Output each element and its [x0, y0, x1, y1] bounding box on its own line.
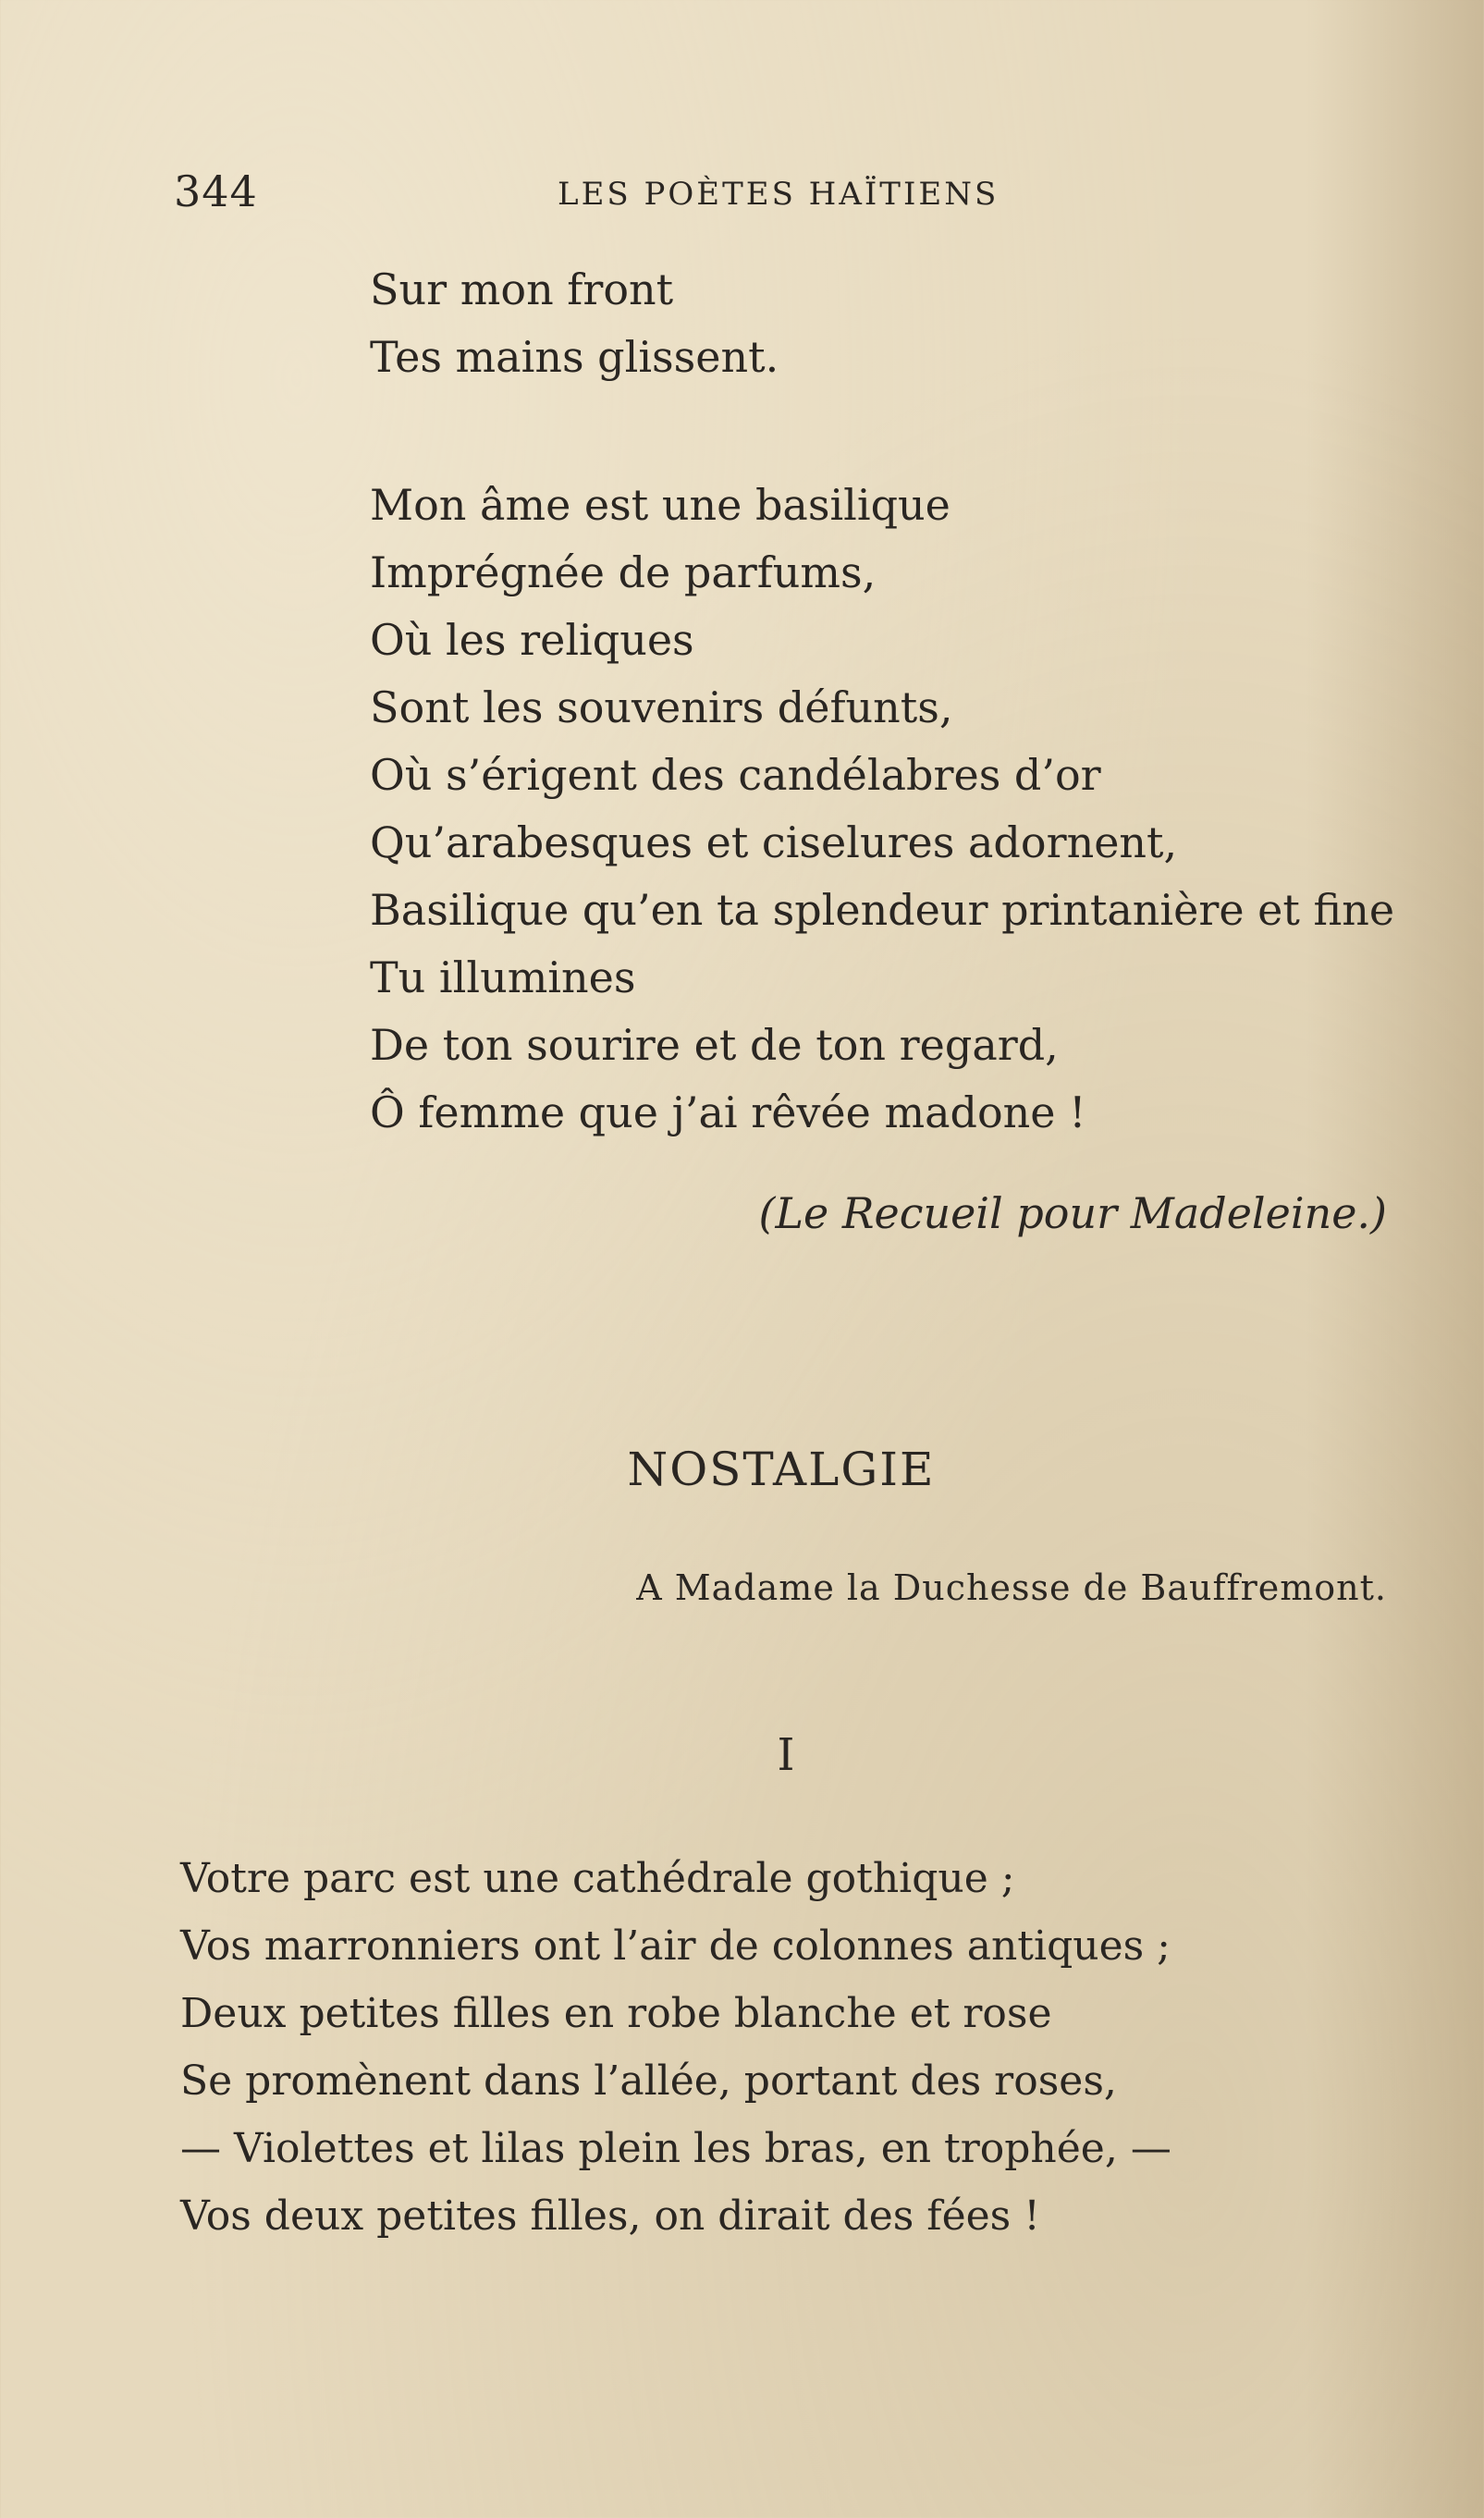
verse-line: Où s’érigent des candélabres d’or [370, 750, 1101, 800]
verse-line: Sur mon front [370, 264, 674, 314]
poem-source: (Le Recueil pour Madeleine.) [758, 1188, 1387, 1238]
poem-title: NOSTALGIE [627, 1443, 936, 1496]
verse-line: Tu illumines [370, 952, 636, 1002]
running-title: LES POÈTES HAÏTIENS [558, 176, 1000, 213]
verse-line: Où les reliques [370, 615, 694, 665]
verse-line: Tes mains glissent. [370, 332, 779, 382]
verse-line: Votre parc est une cathédrale gothique ; [180, 1855, 1015, 1902]
verse-line: Deux petites filles en robe blanche et rose [180, 1990, 1052, 2037]
verse-line: Se promènent dans l’allée, portant des roses, [180, 2057, 1117, 2105]
stanza-previous-2 [370, 472, 1433, 1147]
poem-dedication: A Madame la Duchesse de Bauffremont. [636, 1567, 1387, 1608]
verse-line: Qu’arabesques et ciselures adornent, [370, 817, 1178, 867]
page-number: 344 [174, 166, 258, 216]
verse-line: De ton sourire et de ton regard, [370, 1020, 1059, 1070]
verse-line: Vos deux petites filles, on dirait des fées ! [180, 2193, 1040, 2240]
verse-line: Basilique qu’en ta splendeur printanière et fine [370, 885, 1395, 935]
stanza-previous-1 [370, 256, 1433, 391]
verse-line: Vos marronniers ont l’air de colonnes antiques ; [180, 1922, 1171, 1970]
verse-line: — Violettes et lilas plein les bras, en trophée, — [180, 2125, 1171, 2172]
verse-line: Imprégnée de parfums, [370, 547, 877, 597]
verse-line: Mon âme est une basilique [370, 480, 950, 530]
verse-line: Sont les souvenirs défunts, [370, 682, 953, 732]
section-number: I [777, 1729, 795, 1781]
verse-line: Ô femme que j’ai rêvée madone ! [370, 1087, 1086, 1137]
running-head [174, 166, 1006, 222]
stanza-nostalgie-1 [180, 1845, 1364, 2250]
